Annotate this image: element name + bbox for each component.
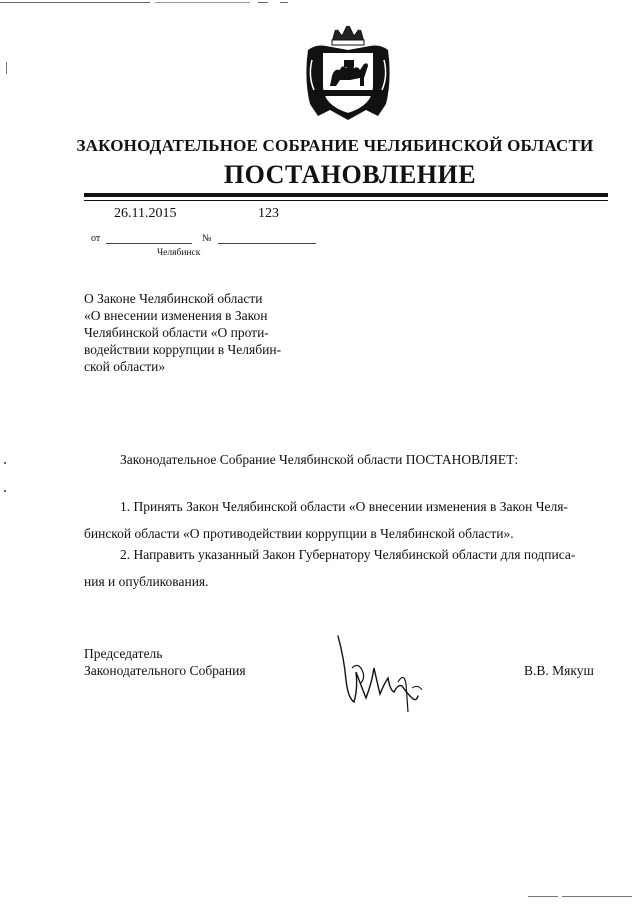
city-name: Челябинск — [157, 248, 201, 258]
scan-edge-line — [258, 2, 268, 3]
scan-edge-mark — [6, 62, 7, 74]
scan-edge-line — [528, 896, 558, 897]
document-number: 123 — [258, 206, 279, 221]
subject-line: «О внесении изменения в Закон — [84, 308, 268, 323]
document-subject — [84, 290, 294, 375]
scan-edge-line — [155, 2, 250, 3]
position-line: Законодательного Собрания — [84, 663, 246, 678]
document-date: 26.11.2015 — [114, 206, 177, 221]
resolution-item-2 — [84, 541, 602, 595]
coat-of-arms-emblem — [300, 20, 396, 124]
header-divider-thick — [84, 193, 608, 197]
signatory-name: В.В. Мякуш — [524, 663, 594, 678]
paragraph-line: 2. Направить указанный Закон Губернатору Челябинской области для подписа- — [120, 547, 576, 562]
organization-name: ЗАКОНОДАТЕЛЬНОЕ СОБРАНИЕ ЧЕЛЯБИНСКОЙ ОБЛАСТИ — [76, 136, 594, 155]
date-label: от — [91, 233, 101, 244]
signatory-position — [84, 645, 246, 679]
document-type-title: ПОСТАНОВЛЕНИЕ — [223, 160, 477, 189]
subject-line: Челябинской области «О проти- — [84, 325, 269, 340]
subject-line: водействии коррупции в Челябин- — [84, 342, 282, 357]
paragraph-line: 1. Принять Закон Челябинской области «О внесении изменения в Закон Челя- — [120, 499, 568, 514]
number-underline — [218, 243, 316, 244]
resolution-preamble: Законодательное Собрание Челябинской области ПОСТАНОВЛЯЕТ: — [120, 452, 519, 467]
scan-edge-mark — [4, 462, 6, 464]
subject-line: О Законе Челябинской области — [84, 291, 263, 306]
scan-edge-line — [280, 2, 288, 3]
paragraph-line: бинской области «О противодействии коррупции в Челябинской области». — [84, 526, 514, 541]
position-line: Председатель — [84, 646, 163, 661]
scan-edge-line — [0, 2, 150, 3]
date-underline — [106, 243, 192, 244]
subject-line: ской области» — [84, 359, 166, 374]
header-divider-thin — [84, 200, 608, 201]
paragraph-line: ния и опубликования. — [84, 574, 209, 589]
number-label: № — [202, 233, 212, 244]
handwritten-signature — [332, 628, 432, 714]
scan-edge-line — [562, 896, 632, 897]
resolution-item-1 — [84, 493, 602, 547]
scan-edge-mark — [4, 490, 6, 492]
